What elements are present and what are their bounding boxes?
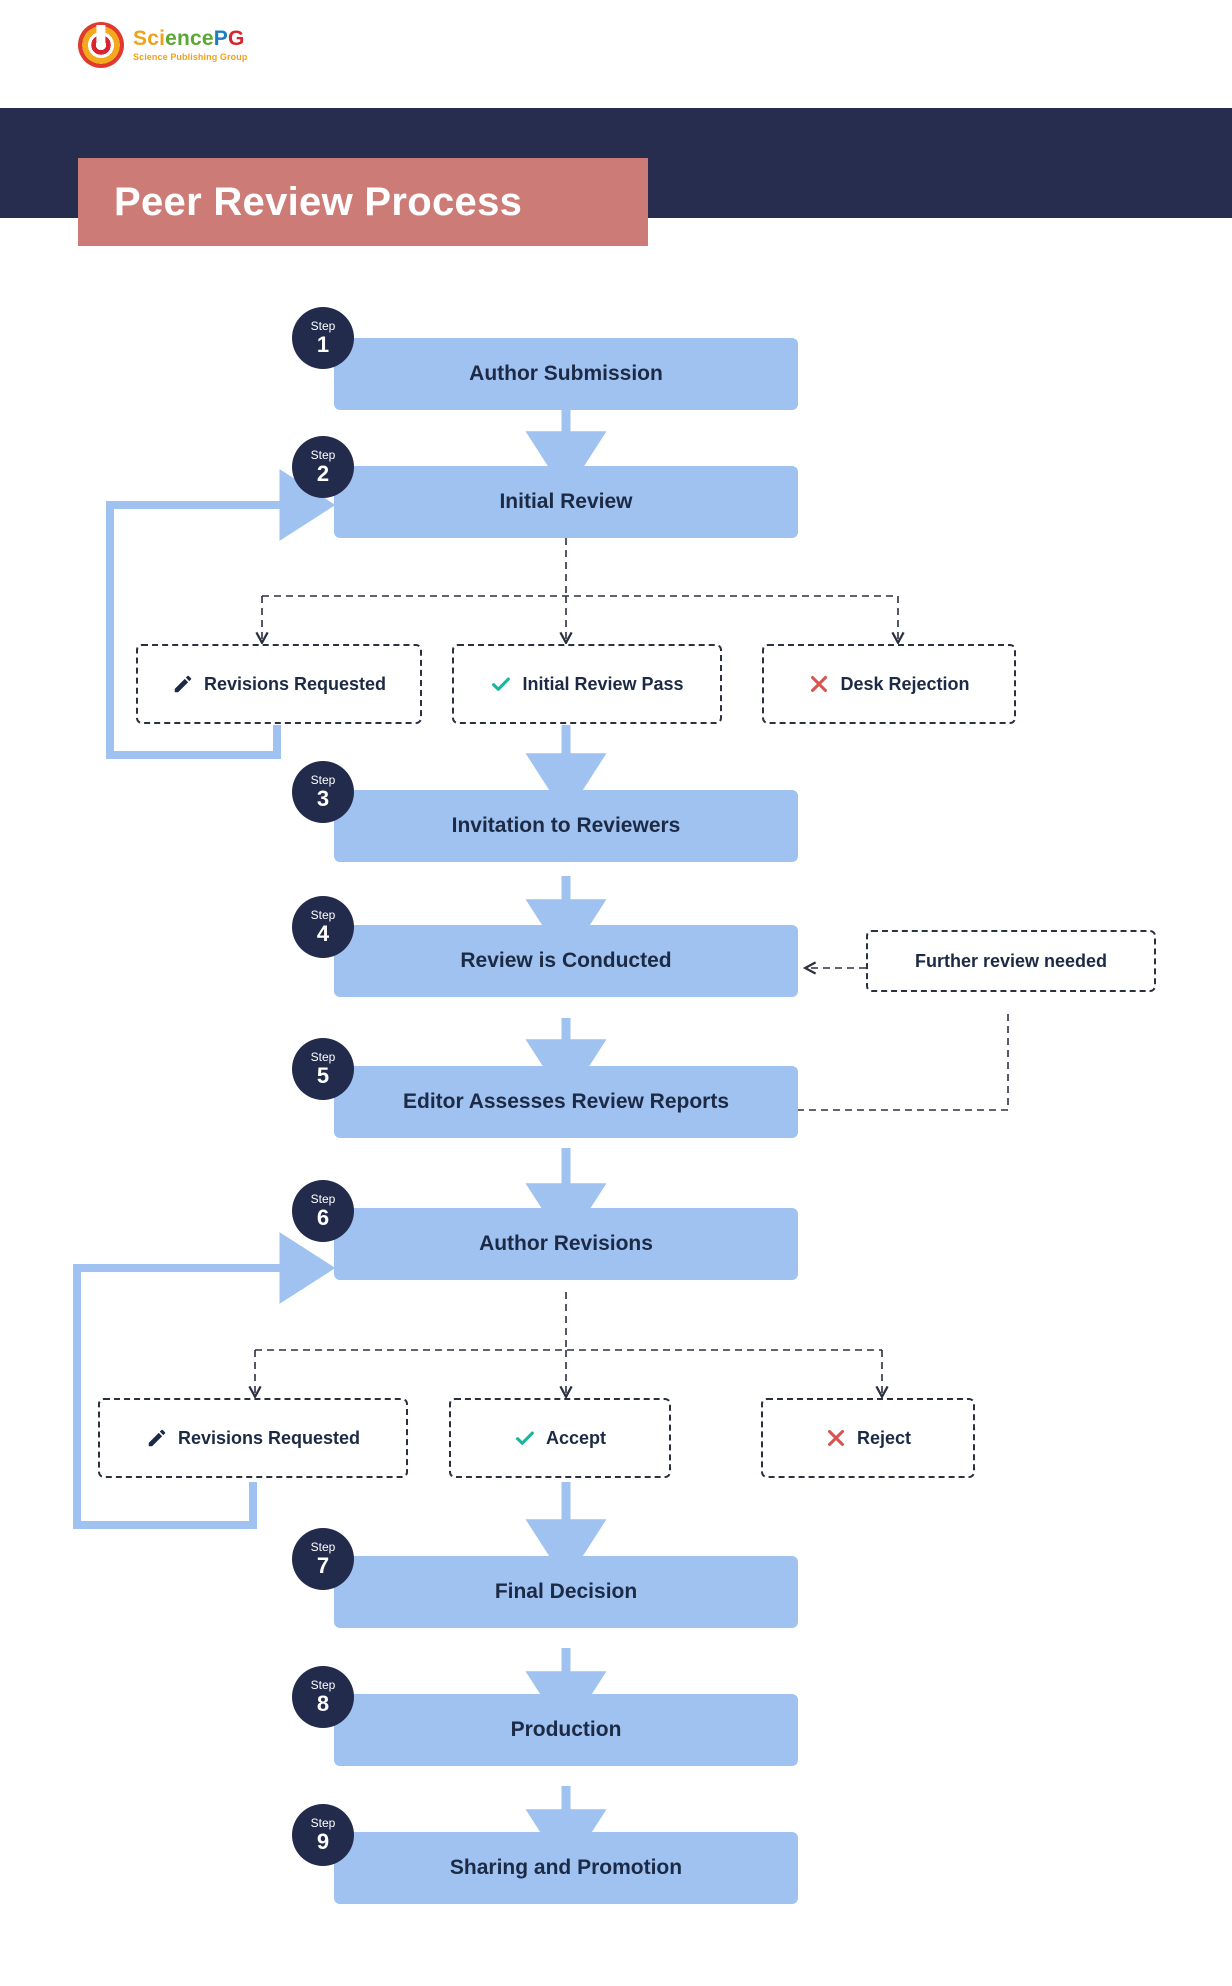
outcome-label: Revisions Requested bbox=[177, 1427, 361, 1448]
step-badge-9 bbox=[292, 1804, 354, 1866]
step-badge-number-5: 5 bbox=[316, 1062, 330, 1088]
step-badge-label-8: Step bbox=[310, 1678, 336, 1693]
step-badge-label-4: Step bbox=[310, 908, 336, 923]
brand-tagline: Science Publishing Group bbox=[133, 52, 248, 62]
outcome-revisions-requested-2[interactable] bbox=[98, 1398, 408, 1478]
step-title-3: Invitation to Reviewers bbox=[451, 814, 681, 837]
note-label: Further review needed bbox=[914, 950, 1108, 971]
step-badge-number-4: 4 bbox=[316, 920, 330, 946]
step-title-2: Initial Review bbox=[499, 490, 633, 513]
step-box-7[interactable] bbox=[334, 1556, 798, 1628]
step-badge-1 bbox=[292, 307, 354, 369]
step-badge-number-9: 9 bbox=[316, 1828, 330, 1854]
outcome-revisions-requested-1[interactable] bbox=[136, 644, 422, 724]
step-title-4: Review is Conducted bbox=[460, 949, 672, 972]
pencil-icon bbox=[172, 673, 194, 695]
brand-name: SciencePG bbox=[133, 27, 245, 50]
step-badge-label-9: Step bbox=[310, 1816, 336, 1831]
outcome-accept[interactable] bbox=[449, 1398, 671, 1478]
outcome-label: Initial Review Pass bbox=[522, 673, 684, 694]
step-box-2[interactable] bbox=[334, 466, 798, 538]
step-box-1[interactable] bbox=[334, 338, 798, 410]
step-title-1: Author Submission bbox=[469, 362, 663, 385]
page-title: Peer Review Process bbox=[114, 179, 523, 224]
step-badge-label-3: Step bbox=[310, 773, 336, 788]
step-badge-label-1: Step bbox=[310, 319, 336, 334]
outcome-desk-rejection[interactable] bbox=[762, 644, 1016, 724]
step-badge-number-1: 1 bbox=[316, 331, 330, 357]
note-further-review-needed[interactable] bbox=[866, 930, 1156, 992]
step-box-4[interactable] bbox=[334, 925, 798, 997]
outcome-reject[interactable] bbox=[761, 1398, 975, 1478]
step-badge-label-5: Step bbox=[310, 1050, 336, 1065]
step-title-8: Production bbox=[510, 1718, 622, 1741]
step-box-8[interactable] bbox=[334, 1694, 798, 1766]
step-badge-label-6: Step bbox=[310, 1192, 336, 1207]
outcome-label: Desk Rejection bbox=[840, 673, 970, 694]
cross-icon bbox=[825, 1427, 847, 1449]
step-badge-number-8: 8 bbox=[316, 1690, 330, 1716]
pencil-icon bbox=[146, 1427, 168, 1449]
outcome-label: Revisions Requested bbox=[203, 673, 387, 694]
outcome-label: Accept bbox=[545, 1427, 607, 1448]
check-icon bbox=[514, 1427, 536, 1449]
step-badge-7 bbox=[292, 1528, 354, 1590]
step-badge-number-7: 7 bbox=[316, 1552, 330, 1578]
step-badge-3 bbox=[292, 761, 354, 823]
step-badge-5 bbox=[292, 1038, 354, 1100]
step-title-6: Author Revisions bbox=[479, 1232, 653, 1255]
step-badge-label-7: Step bbox=[310, 1540, 336, 1555]
outcome-label: Reject bbox=[856, 1427, 912, 1448]
step-badge-label-2: Step bbox=[310, 448, 336, 463]
step-box-6[interactable] bbox=[334, 1208, 798, 1280]
step-title-5: Editor Assesses Review Reports bbox=[402, 1090, 730, 1113]
cross-icon bbox=[808, 673, 830, 695]
step-box-5[interactable] bbox=[334, 1066, 798, 1138]
step-badge-6 bbox=[292, 1180, 354, 1242]
step-badge-8 bbox=[292, 1666, 354, 1728]
outcome-initial-review-pass[interactable] bbox=[452, 644, 722, 724]
step-box-3[interactable] bbox=[334, 790, 798, 862]
step-title-9: Sharing and Promotion bbox=[449, 1856, 683, 1879]
step-badge-4 bbox=[292, 896, 354, 958]
step-title-7: Final Decision bbox=[494, 1580, 638, 1603]
step-badge-number-2: 2 bbox=[316, 460, 330, 486]
step-badge-2 bbox=[292, 436, 354, 498]
step-badge-number-6: 6 bbox=[316, 1204, 330, 1230]
step-badge-number-3: 3 bbox=[316, 785, 330, 811]
step-box-9[interactable] bbox=[334, 1832, 798, 1904]
check-icon bbox=[490, 673, 512, 695]
